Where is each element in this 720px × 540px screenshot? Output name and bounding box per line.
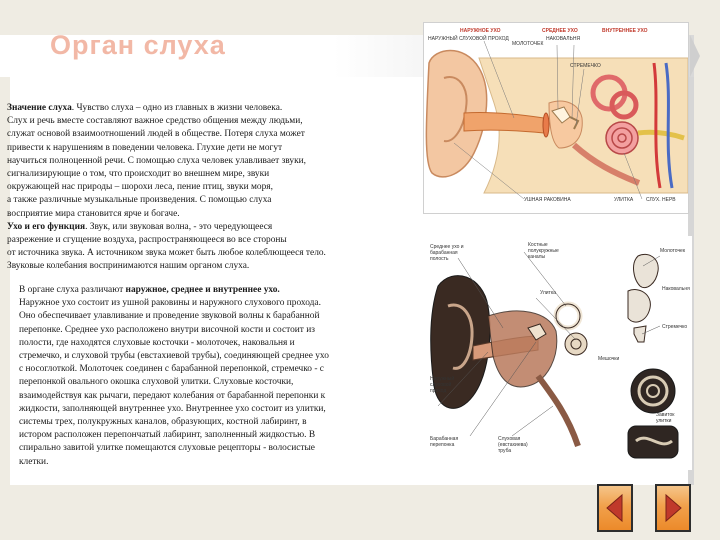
fig1-label-cochlea: УЛИТКА [614, 197, 634, 203]
fig2-label-hammer: Молоточек [660, 248, 686, 254]
fig1-label-stirrup: СТРЕМЕЧКО [570, 63, 601, 69]
fig1-label-anvil: НАКОВАЛЬНЯ [546, 36, 581, 42]
triangle-right-icon [657, 486, 689, 530]
fig2-label-middle-cavity: Среднее ухо и барабанная полость [430, 244, 464, 262]
fig1-label-ear-canal: НАРУЖНЫЙ СЛУХОВОЙ ПРОХОД [428, 36, 509, 42]
fig2-label-canal: Наружный слуховой проход [430, 376, 455, 394]
fig2-label-anvil: Наковальня [662, 286, 690, 292]
prev-slide-button[interactable] [597, 484, 633, 532]
paragraph-ear-function: . Звук, или звуковая волна, - это чередующееся разрежение и сгущение воздуха, распространяющееся во все стороны от источника звука. А источником звука может быть любое колеблющееся тело. Звуковые колебания воспринимаются нашим органом слуха. [7, 221, 326, 272]
fig1-label-auricle: УШНАЯ РАКОВИНА [524, 197, 571, 203]
text-block-hearing-importance [7, 102, 447, 274]
ear-cross-section-illustration [424, 23, 688, 213]
fig1-header-outer-ear: НАРУЖНОЕ УХО [460, 28, 501, 34]
fig2-label-eustachian-tube: Слуховая (евстахиева) труба [498, 436, 528, 454]
fig2-label-cochlea: Улитка [540, 290, 556, 296]
ear-anatomy-figure [428, 236, 692, 470]
fig1-label-hammer: МОЛОТОЧЕК [512, 41, 544, 47]
fig2-label-eardrum: Барабанная перепонка [430, 436, 459, 448]
ear-parts-bold: наружное, среднее и внутреннее ухо. [125, 285, 280, 295]
heading-ear-function: Ухо и его функция [7, 221, 86, 232]
paragraph-hearing-importance: . Чувство слуха – одно из главных в жизни человека. Слух и речь вместе составляют важное средство общения между людьми, служат основой взаимоотношений людей в обществе. Потеря слуха может привести к нарушениям в поведении человека. Глухие дети не могут научиться полноценной речи. С помощью слуха человек улавливает звуки, сигнализирующие о том, что происходит во внешнем мире, звуки окружающей нас природы – шорохи леса, пение птиц, звуки моря, а также различные музыкальные произведения. С помощью слуха восприятие мира становится ярче и богаче. [7, 103, 307, 219]
fig1-header-middle-ear: СРЕДНЕЕ УХО [542, 28, 578, 34]
ear-cross-section-figure [423, 22, 689, 214]
triangle-left-icon [599, 486, 631, 530]
fig2-label-ossicles: Костные полукружные каналы [528, 242, 559, 260]
paragraph-ear-structure: Наружное ухо состоит из ушной раковины и наружного слухового прохода. Оно обеспечивает улавливание и проведение звуковой волны к барабанной перепонке. Среднее ухо расположено внутри височной кости и состоит из полости, где находятся слуховые косточки - молоточек, наковальня и стремечко, и слуховой трубы (евстахиевой трубы), соединяющей среднее ухо с носоглоткой. Молоточек соединен с барабанной перепонкой, стремечко - с перепонкой овального окошка слуховой улитки. Слуховые косточки, взаимодействуя как рычаги, передают колебания от барабанной перепонки к жидкости, заполняющей внутреннее ухо. Внутреннее ухо состоит из улитки, системы трех, полукружных каналов, образующих, костной лабиринт, в истором расположен перепончатый лабиринт, заполненный жидкостью. В спирально завитой улитке помещаются слуховые рецепторы - волосистые клетки. [19, 298, 329, 467]
title-banner-corner [690, 35, 700, 77]
fig2-label-stirrup: Стремечко [662, 324, 688, 330]
ear-anatomy-illustration [428, 236, 692, 470]
text-block-ear-structure [19, 284, 427, 469]
paragraph-ear-structure-intro: В органе слуха различают [19, 285, 126, 295]
slide-title: Орган слуха [50, 30, 226, 60]
next-slide-button[interactable] [655, 484, 691, 532]
fig1-label-nerve: СЛУХ. НЕРВ [646, 197, 676, 203]
fig1-header-inner-ear: ВНУТРЕННЕЕ УХО [602, 28, 648, 34]
heading-hearing-importance: Значение слуха [7, 103, 72, 113]
fig2-label-saccules: Мешочки [598, 356, 620, 362]
fig2-label-cochlear-coil: Завиток улитки [656, 412, 675, 424]
